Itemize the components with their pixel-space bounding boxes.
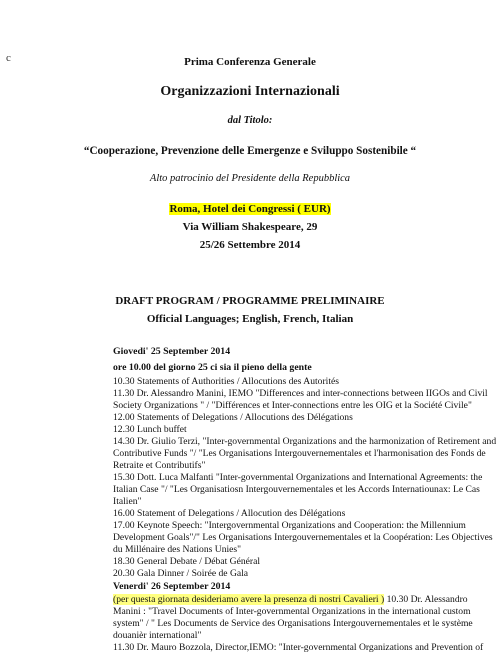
day1-line: 20.30 Gala Dinner / Soirée de Gala [113, 568, 249, 579]
conference-label: Prima Conferenza Generale [184, 56, 316, 68]
day1-line: 10.30 Statements of Authorities / Allocutions des Autorités [113, 376, 339, 387]
address: Via William Shakespeare, 29 [182, 221, 318, 233]
day1-line: 14.30 Dr. Giulio Terzi, "Inter-governmental Organizations and the harmonization of Retirement and [113, 436, 497, 447]
day1-line: 16.00 Statement of Delegations / Allocution des Délégations [113, 508, 346, 519]
day1-note: ore 10.00 del giorno 25 ci sia il pieno della gente [113, 362, 312, 373]
venue-line [0, 203, 500, 215]
organization-title: Organizzazioni Internazionali [160, 84, 340, 99]
venue-highlight: Roma, Hotel dei Congressi ( EUR) [169, 203, 331, 215]
day2-line: system" / " Les Documents de Service des Organisations Intergouvernementales et le système [113, 618, 473, 629]
conference-title: “Cooperazione, Prevenzione delle Emergenze e Sviluppo Sostenibile “ [83, 145, 417, 157]
day2-line: Manini : "Travel Documents of Inter-governmental Organizations in the international custom [113, 606, 471, 617]
program-heading: DRAFT PROGRAM / PROGRAMME PRELIMINAIRE [115, 295, 385, 307]
day1-line: 12.00 Statements of Delegations / Allocutions des Délégations [113, 412, 353, 423]
day1-line: 18.30 General Debate / Débat Général [113, 556, 261, 567]
day2-first-line [113, 594, 468, 606]
day1-title: Giovedi' 25 September 2014 [113, 346, 231, 357]
languages-line: Official Languages; English, French, Italian [146, 313, 354, 325]
day1-line: 17.00 Keynote Speech: "Intergovernmental Organizations and Cooperation: the Millennium [113, 520, 466, 531]
day1-line: du Millénaire des Nations Unies" [113, 544, 242, 555]
day2-first-rest: 10.30 Dr. Alessandro [386, 594, 468, 605]
day1-line: Retraite et Contributifs" [113, 460, 206, 471]
dates: 25/26 Settembre 2014 [199, 239, 301, 251]
day2-line: douanièr international" [113, 630, 202, 641]
day1-line: Development Goals"/" Les Organisations Intergouvernementales et la Coopération: Les Objectives [113, 532, 493, 543]
dal-titolo: dal Titolo: [227, 115, 273, 126]
day1-line: 15.30 Dott. Luca Malfanti "Inter-governmental Organizations and International Agreements: the [113, 472, 483, 483]
margin-mark: c [6, 52, 11, 64]
day2-highlight: (per questa giornata desideriamo avere la presenza di nostri Cavalieri ) [113, 594, 385, 605]
day2-title: Venerdi' 26 September 2014 [113, 581, 231, 592]
day1-line: 12.30 Lunch buffet [113, 424, 187, 435]
day1-line: 11.30 Dr. Alessandro Manini, IEMO "Differences and inter-connections between IIGOs and Civil [113, 388, 488, 399]
day1-line: Society Organizations " / "Différences et Inter-connections entre les OIG et la Société Civile" [113, 400, 472, 411]
day2-line: 11.30 Dr. Mauro Bozzola, Director,IEMO: "Inter-governmental Organizations and Prevention of [113, 642, 484, 653]
day1-line: Italien" [113, 496, 142, 507]
patronage: Alto patrocinio del Presidente della Repubblica [149, 173, 351, 184]
day1-line: Italian Case "/ "Les Organisatiosn Intergouvernementales et les Accords Internatiounax: Le Cas [113, 484, 480, 495]
day1-line: Contributive Funds "/ "Les Organisations Intergouvernementales et l'harmonisation des Fonds de [113, 448, 486, 459]
